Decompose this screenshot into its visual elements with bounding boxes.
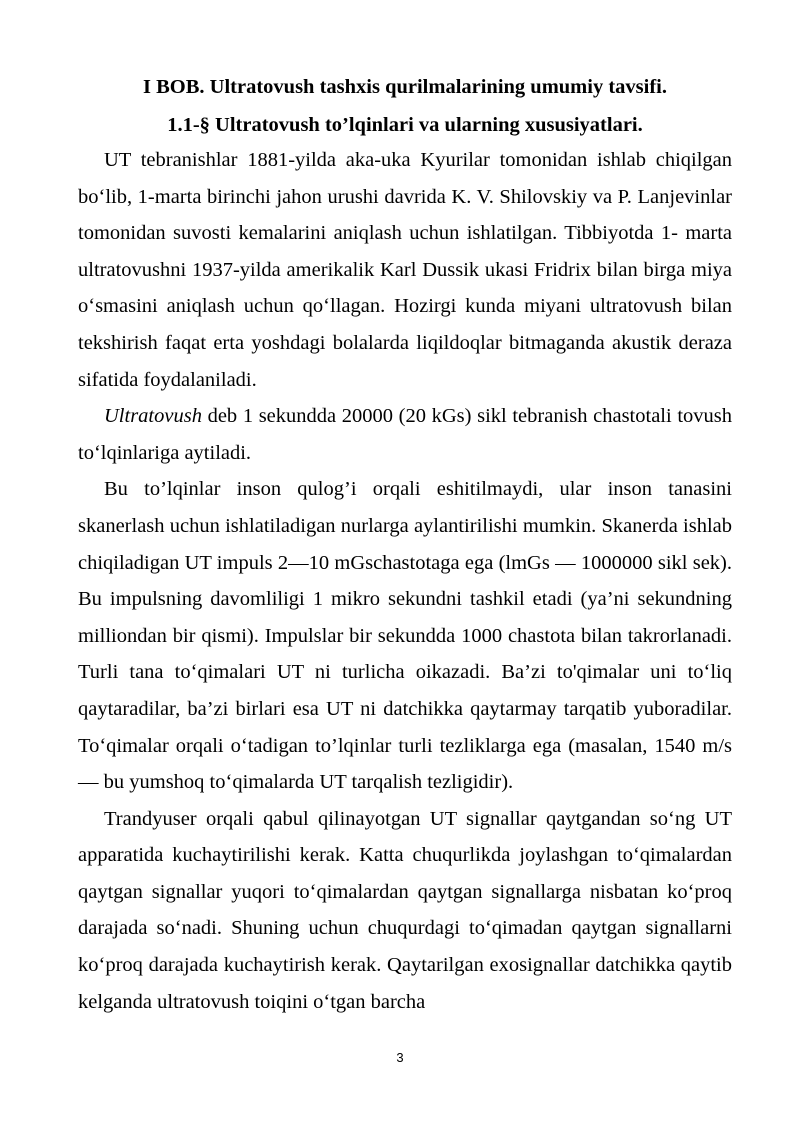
section-title: 1.1-§ Ultratovush to’lqinlari va ularning xususiyatlari. [167, 114, 643, 136]
paragraph-properties: Bu to’lqinlar inson qulog’i orqali eshitilmaydi, ular inson tanasini skanerlash uchun ishlatiladigan nurlarga aylantirilishi mumkin. Skanerda ishlab chiqiladigan UT impuls 2—10 mGschastotaga ega (lmGs — 1000000 sikl sek). Bu impulsning davomliligi 1 mikro sekundni tashkil etadi (ya’ni sekundning milliondan bir qismi). Impulslar bir sekundda 1000 chastota bilan takrorlanadi. Turli tana to‘qimalari UT ni turlicha oikazadi. Ba’zi to'qimalar uni to‘liq qaytaradilar, ba’zi birlari esa UT ni datchikka qaytarmay tarqatib yuboradilar. To‘qimalar orqali o‘tadigan to’lqinlar turli tezliklarga ega (masalan, 1540 m/s — bu yumshoq to‘qimalarda UT tarqalish tezligidir). [78, 478, 732, 794]
page-content [78, 72, 732, 1020]
chapter-title: I BOB. Ultratovush tashxis qurilmalarining umumiy tavsifi. [143, 76, 667, 98]
paragraph-definition [78, 398, 732, 471]
paragraph-history: UT tebranishlar 1881-yilda aka-uka Kyurilar tomonidan ishlab chiqilgan bo‘lib, 1-marta birinchi jahon urushi davrida K. V. Shilovskiy va P. Lanjevinlar tomonidan suvosti kemalarini aniqlash uchun ishlatilgan. Tibbiyotda 1- marta ultratovushni 1937-yilda amerikalik Karl Dussik ukasi Fridrix bilan birga miya o‘smasini aniqlash uchun qo‘llagan. Hozirgi kunda miyani ultratovush bilan tekshirish faqat erta yoshdagi bolalarda liqildoqlar bitmaganda akustik deraza sifatida foydalaniladi. [78, 149, 732, 391]
defined-term: Ultratovush [104, 405, 202, 428]
page-number: 3 [396, 1050, 404, 1065]
paragraph-signals: Trandyuser orqali qabul qilinayotgan UT signallar qaytgandan so‘ng UT apparatida kuchaytirilishi kerak. Katta chuqurlikda joylashgan to‘qimalardan qaytgan signallar yuqori to‘qimalardan qaytgan signallarga nisbatan ko‘proq darajada so‘nadi. Shuning uchun chuqurdagi to‘qimadan qaytgan signallarni ko‘proq darajada kuchaytirish kerak. Qaytarilgan exosignallar datchikka qaytib kelganda ultratovush toiqini o‘tgan barcha [78, 807, 732, 1013]
definition-text: deb 1 sekundda 20000 (20 kGs) sikl tebranish chastotali tovush to‘lqinlariga aytiladi. [78, 405, 732, 464]
